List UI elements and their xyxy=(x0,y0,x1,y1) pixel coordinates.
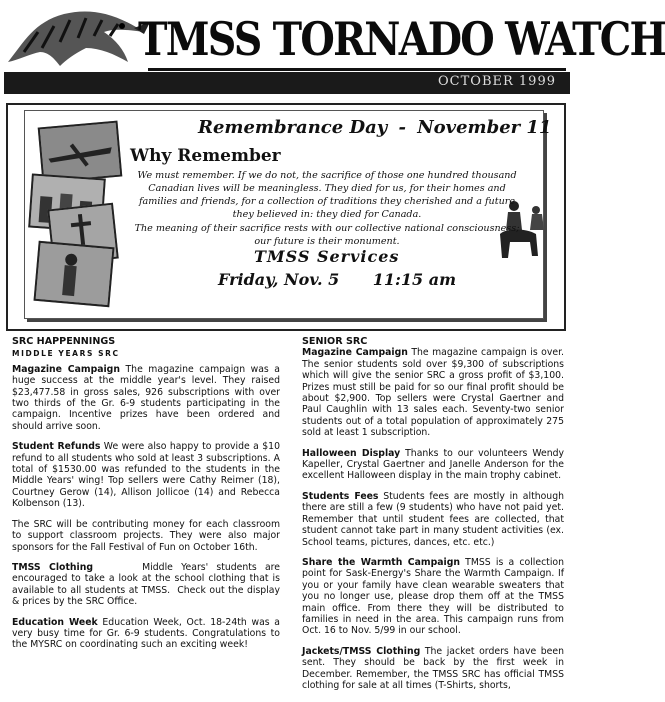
article-item xyxy=(302,491,564,548)
article-title: Halloween Display xyxy=(302,447,401,459)
newsletter-title: TMSS TORNADO WATCH xyxy=(138,12,665,66)
masthead-rule xyxy=(148,68,566,71)
feature-body-paragraph: The meaning of their sacrifice rests with our collective national consciousness; our future is their monument. xyxy=(134,223,520,247)
service-datetime xyxy=(218,270,456,289)
left-column xyxy=(12,336,283,660)
right-column xyxy=(302,336,564,700)
article-title: Students Fees xyxy=(302,490,379,502)
article-item xyxy=(12,561,283,608)
article-item xyxy=(302,347,564,438)
article-title: Jackets/TMSS Clothing xyxy=(302,645,421,657)
article-text: The magazine campaign was a huge success at the middle year's level. They raised $23,477.58 in gross sales, 926 subscriptions with over two thirds of the Gr. 6-9 students participating in the campaign. Incentive prizes have been ordered and should arrive soon. xyxy=(12,363,280,432)
article-item xyxy=(302,448,564,482)
feature-heading-right: November 11 xyxy=(417,117,552,138)
article-text: Middle Years' students are encouraged to take a look at the school clothing that is available to all students at TMSS. Check out the display & prices by the SRC Office. xyxy=(12,561,283,608)
article-text: Students fees are mostly in although there are still a few (9 students) who have not paid yet. Remember that until student fees are collected, that student cannot take part in many student activities (ex. School teams, pictures, dances, etc. etc.) xyxy=(302,490,564,548)
feature-heading xyxy=(198,117,551,138)
article-item xyxy=(302,646,564,692)
feature-heading-left: Remembrance Day xyxy=(198,117,388,138)
article-text: We were also happy to provide a $10 refund to all students who sold at least 3 subscriptions. A total of $1530.00 was refunded to the students in the Middle Years' wing! Top sellers were Cathy Reimer (18), Courtney Gerow (14), Allison Jollicoe (14) and Rebecca Kolbenson (13). xyxy=(12,441,280,510)
article-title: Education Week xyxy=(12,616,98,628)
feature-body xyxy=(132,169,522,249)
article-text: TMSS is a collection point for Sask-Energy's Share the Warmth Campaign. If you or your family have clean wearable sweaters that you no longer use, please drop them off at the TMSS main office. From there they will be distributed to families in need in the area. This campaign runs from Oct. 16 to Nov. 5/99 in our school. xyxy=(302,556,564,637)
tiger-logo-illustration xyxy=(4,2,154,68)
article-title: Magazine Campaign xyxy=(302,347,408,359)
article-text: The magazine campaign is over. The senior students sold over $9,300 of subscriptions which will give the senior SRC a gross profit of $3,100. Prizes must still be paid for so our final profit should be about $2,900. Top sellers were Crystal Gaertner and Paul Caughlin with 13 sales each. Seventy-two senior students out of a total population of approximately 275 sold at least 1 subscription. xyxy=(302,347,564,439)
section-title: SENIOR SRC xyxy=(302,336,368,347)
section-subtitle: MIDDLE YEARS SRC xyxy=(12,349,120,359)
service-time: 11:15 am xyxy=(372,270,457,289)
article-title: Share the Warmth Campaign xyxy=(302,556,460,568)
photo-veteran xyxy=(34,241,115,307)
feature-subhead: Why Remember xyxy=(130,146,281,166)
article-text: The jacket orders have been sent. They should be back by the first week in December. Remember, the TMSS SRC has official TMSS clothing for sale at all times (T-Shirts, shorts, xyxy=(302,645,564,691)
section-title: SRC HAPPENNINGS xyxy=(12,336,116,347)
article-item xyxy=(12,364,280,432)
issue-date: OCTOBER 1999 xyxy=(438,74,556,89)
article-item xyxy=(12,617,280,651)
feature-body-paragraph: We must remember. If we do not, the sacrifice of those one hundred thousand Canadian lives will be meaningless. They died for us, for their homes and families and friends, for a collection of traditions they cherished and a future they believed in: they died for Canada. xyxy=(137,170,517,220)
article-text: Education Week, Oct. 18-24th was a very busy time for Gr. 6-9 students. Congratulations to the MYSRC on coordinating such an exciting week! xyxy=(12,616,280,651)
feature-heading-separator: - xyxy=(398,117,406,138)
service-title: TMSS Services xyxy=(254,247,400,266)
article-item xyxy=(12,441,280,509)
article-item xyxy=(12,519,280,553)
article-title: Student Refunds xyxy=(12,441,101,453)
article-text: The SRC will be contributing money for each classroom to support classroom projects. They were also major sponsors for the Fall Festival of Fun on October 16th. xyxy=(12,518,280,553)
service-day: Friday, Nov. 5 xyxy=(218,270,340,289)
article-title: TMSS Clothing xyxy=(12,561,93,573)
article-text: Thanks to our volunteers Wendy Kapeller, Crystal Gaertner and Janelle Anderson for the excellent Halloween display in the main trophy cabinet. xyxy=(302,447,564,482)
article-title: Magazine Campaign xyxy=(12,363,120,375)
article-item xyxy=(302,557,564,637)
